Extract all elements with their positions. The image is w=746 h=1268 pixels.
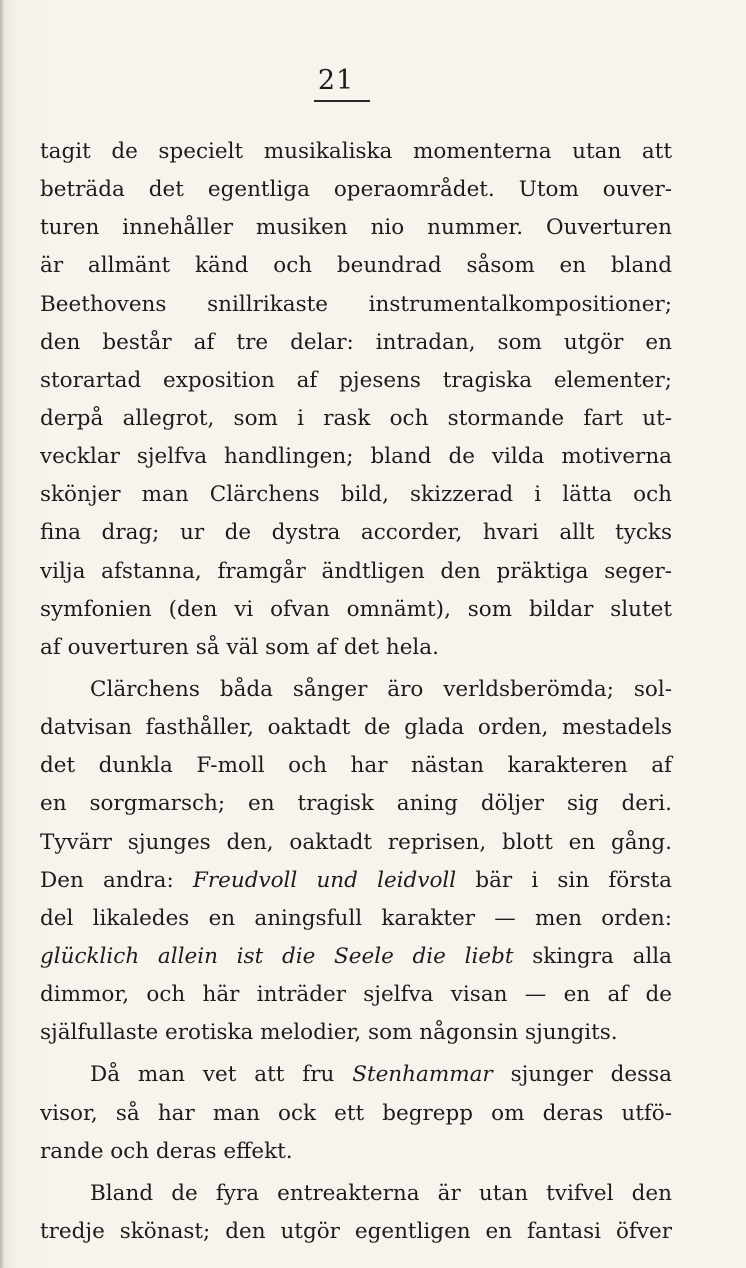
text-line: själfullaste erotiska melodier, som någonsin sjungits.: [40, 1020, 618, 1046]
text-line: derpå allegrot, som i rask och stormande fart ut-: [40, 405, 672, 431]
text-line: del likaledes en aningsfull karakter — men orden:: [40, 905, 672, 931]
text-line: en sorgmarsch; en tragisk aning döljer sig deri.: [40, 791, 672, 817]
text-line: Clärchens båda sånger äro verldsberömda; sol-: [90, 676, 672, 702]
text-line: [40, 862, 672, 900]
text-segment: skingra alla: [532, 943, 672, 969]
text-line: [40, 938, 672, 976]
text-line: skönjer man Clärchens bild, skizzerad i lätta och: [40, 482, 672, 508]
text-segment: Då man vet att fru: [90, 1062, 335, 1088]
text-line: fina drag; ur de dystra accorder, hvari allt tycks: [40, 520, 672, 546]
italic-name: Stenhammar: [352, 1062, 493, 1088]
text-line: tredje skönast; den utgör egentligen en fantasi öfver: [40, 1218, 672, 1244]
binding-edge: [0, 0, 4, 1268]
page-number-rule: [314, 100, 370, 102]
text-line: tagit de specielt musikaliska momenterna utan att: [40, 139, 672, 164]
text-line: storartad exposition af pjesens tragiska elementer;: [40, 367, 672, 393]
text-line: datvisan fasthåller, oaktadt de glada orden, mestadels: [40, 715, 672, 741]
text-segment: Den andra:: [40, 867, 174, 893]
text-line: vilja afstanna, framgår ändtligen den präktiga seger-: [40, 558, 672, 584]
text-line: turen innehåller musiken nio nummer. Ouverturen: [40, 215, 672, 241]
text-line: af ouverturen så väl som af det hela.: [40, 634, 439, 660]
text-line: Bland de fyra entreakterna är utan tvifvel den: [90, 1180, 672, 1206]
text-line: Beethovens snillrikaste instrumentalkompositioner;: [40, 291, 672, 317]
text-line: Tyvärr sjunges den, oaktadt reprisen, blott en gång.: [40, 829, 672, 855]
text-line: det dunkla F-moll och har nästan karakteren af: [40, 753, 672, 779]
text-segment: bär i sin första: [475, 867, 672, 893]
text-line: beträda det egentliga operaområdet. Utom ouver-: [40, 177, 672, 203]
text-segment: sjunger dessa: [510, 1062, 673, 1088]
text-line: visor, så har man ock ett begrepp om deras utfö-: [40, 1100, 672, 1126]
text-line: är allmänt känd och beundrad såsom en bland: [40, 253, 672, 279]
text-line: vecklar sjelfva handlingen; bland de vilda motiverna: [40, 444, 672, 470]
text-line: den består af tre delar: intradan, som utgör en: [40, 329, 672, 355]
italic-quote: glücklich allein ist die Seele die liebt: [40, 943, 514, 969]
body-text: [40, 133, 672, 1251]
italic-title: Freudvoll und leidvoll: [192, 867, 457, 893]
text-line: symfonien (den vi ofvan omnämt), som bildar slutet: [40, 596, 672, 622]
page-number: 21: [317, 65, 355, 96]
text-line: [40, 1056, 672, 1094]
text-line: dimmor, och här inträder sjelfva visan — en af de: [40, 982, 672, 1008]
text-line: rande och deras effekt.: [40, 1138, 293, 1164]
